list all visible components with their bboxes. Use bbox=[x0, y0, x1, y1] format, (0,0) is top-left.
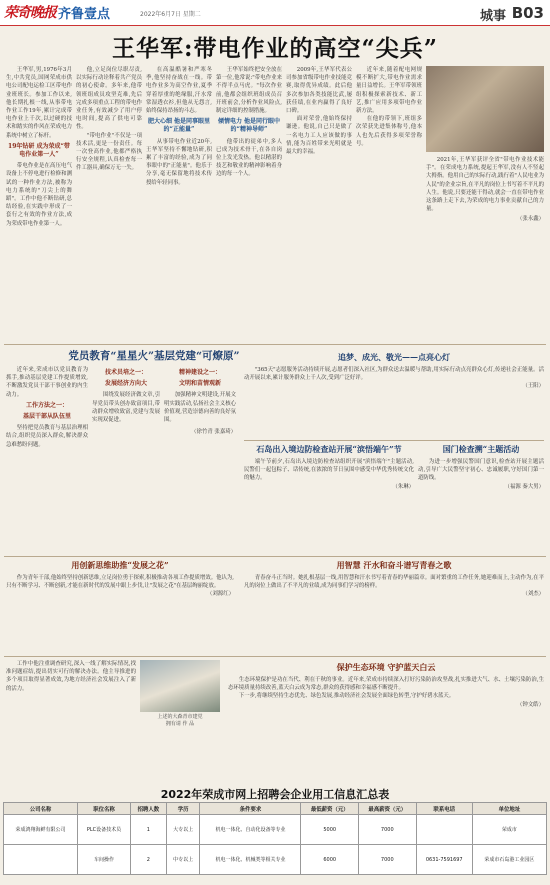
col-company: 公司名称 bbox=[4, 803, 78, 815]
story-photo bbox=[140, 660, 220, 712]
party-sub3: 精神建设之一： bbox=[178, 369, 221, 376]
cell-position: PLC设备技术员 bbox=[78, 815, 131, 845]
worker-photo bbox=[426, 66, 544, 152]
newspaper-logo bbox=[4, 2, 110, 22]
col-headcount: 招聘人数 bbox=[130, 803, 166, 815]
cell-company: 荣成鸿翔海鲜有限公司 bbox=[4, 815, 78, 845]
article-column-5: 2009年,王华军代表公司参加省级带电作业技能竞赛,取得优异成绩。此后他多次参加各类技能比武,屡获佳绩,在业内赢得了良好口碑。 面对荣誉,他始终保持谦逊。他说,自己只是做了一名电力工人应该做的事情,能为百姓带来光明就是最大的幸福。 bbox=[286, 67, 352, 156]
recruitment-table-title: 2022年荣成市网上招聘会企业用工信息汇总表 bbox=[160, 788, 390, 801]
cell-company bbox=[4, 845, 78, 875]
party-column-2: 技术员培之一： 发展经济方向大 围绕发展经济做文章,引导党员带头创办致富项目,带动群众增收致富,党建与发展实现双促进。 bbox=[92, 369, 160, 424]
story4-body: 为进一步增强民警国门意识,检查站开展主题活动,引导广大民警坚守初心、忠诚履职,守好国门第一道防线。 （福源 秦大男） bbox=[418, 459, 544, 490]
story6-body: 青春奋斗正当时。她扎根基层一线,用智慧和汗水书写着青春的华丽篇章。面对繁重的工作任务,她迎难而上,主动作为,在平凡的岗位上做出了不平凡的业绩,成为同事们学习的榜样。 （刘杰） bbox=[244, 575, 544, 598]
col-max-salary: 最高薪资（元） bbox=[359, 803, 417, 815]
party-credit: （徐竹青 张嘉琦） bbox=[191, 429, 236, 436]
col-requirements: 条件要求 bbox=[200, 803, 301, 815]
story7-title: 保护生态环境 守护蓝天白云 bbox=[336, 662, 436, 672]
story2-body: "365天"志愿服务活动持续开展,志愿者们深入社区,为群众送去温暖与帮助,用实际行动点亮群众心灯,传递社会正能量。活动开展以来,累计服务群众上千人次,受到广泛好评。 （王阳） bbox=[244, 367, 544, 390]
story-divider bbox=[244, 440, 544, 441]
subhead-1: 19年钻研 成为荣成“带电作业第一人” bbox=[8, 142, 70, 159]
section-divider-3 bbox=[4, 656, 546, 657]
story4-credit: （福源 秦大男） bbox=[504, 483, 544, 490]
cell-address: 荣成市石岛港工业园区 bbox=[472, 845, 546, 875]
article-column-7: 2021年,王华军获评全省"带电作业技术能手"。在荣成电力系统,提起王华军,没有人不竖起大拇指。他用自己的实际行动,践行着"人民电业为人民"的企业宗旨,在平凡的岗位上书写着不平凡的人生。他说,只要还能干得动,就会一直在带电作业这条路上走下去,为荣成的电力事业贡献自己的力量。 （张永鑫） bbox=[426, 157, 544, 223]
cell-headcount: 2 bbox=[130, 845, 166, 875]
article-column-3: 在高温酷暑和严寒冬季,他坚持奋战在一线。带电作业多为高空作业,夏季穿着厚重的绝缘服,汗水常常湿透衣衫,但他从无怨言,始终保持昂扬的斗志。 肥大心细 他是同事眼里的“正能量” 从事带电作业近20年,王华军坚持不懈地钻研,积累了丰富的经验,成为了同事眼中的"正能量"。他乐于分享,毫无保留地将技术传授给年轻同事。 bbox=[146, 67, 212, 186]
cell-education: 大专以上 bbox=[166, 815, 200, 845]
cell-requirements: 机电一体化、机械类等相关专业 bbox=[200, 845, 301, 875]
party-sub3b: 文明和苗情观新 bbox=[178, 380, 221, 388]
story5-continued: 工作中他注重调查研究,深入一线了解实际情况,找准问题症结,提出切实可行的解决办法。他主导推进的多个项目取得显著成效,为地方经济社会发展注入了新的活力。 bbox=[6, 661, 136, 692]
story2-credit: （王阳） bbox=[522, 383, 544, 390]
page-number: B03 bbox=[511, 4, 544, 22]
story3-title: 石岛出入境边防检查站开展“滨悟端午”节 bbox=[256, 444, 402, 454]
caption-line-1: 上述的大森青市建党 bbox=[157, 714, 203, 720]
story7-credit: （钟文皓） bbox=[517, 701, 544, 708]
cell-education: 中专以上 bbox=[166, 845, 200, 875]
party-column-1: 近年来,荣成市以党员教育为抓手,推动基层党建工作提质增效,不断激发党员干部干事创业的内生动力。 工作方法之一： 基层干部从队伍里 坚持把党员教育与基层治理相结合,组织党员深入群众,解决群众急难愁盼问题。 bbox=[6, 367, 88, 448]
cell-headcount: 1 bbox=[130, 815, 166, 845]
cell-phone: 0631-7591697 bbox=[416, 845, 472, 875]
article-column-2: 他,立足岗位尽职尽责,以实际行动诠释着共产党员的初心使命。多年来,他带领班组成员攻坚克难,先后完成多项重点工程的带电作业任务,有效减少了用户停电时间,提高了供电可靠性。 "带电作业"不仅是一项技术活,更是一份责任。每一次登高作业,他都严格执行安全规程,认真检查每一件工器具,确保万无一失。 bbox=[76, 67, 142, 172]
col-phone: 联系电话 bbox=[416, 803, 472, 815]
story2-title: 追梦、成光、敬光——点亮心灯 bbox=[338, 352, 450, 362]
article-column-6: 近年来,随着配电网规模不断扩大,带电作业需求量日益增长。王华军带领班组积极探索新技术、新工艺,推广应用多项带电作业新方法。 在他的带领下,班组多次荣获先进集体称号,他本人也先后获得多项荣誉称号。 bbox=[356, 67, 422, 147]
story5-credit: （刘源红） bbox=[207, 591, 234, 598]
story4-title: 国门检查溯“主题活动 bbox=[442, 444, 520, 454]
party-sub1b: 基层干部从队伍里 bbox=[22, 413, 71, 421]
party-story-title: 党员教育“星星火”基层党建“可燎原” bbox=[68, 350, 240, 362]
table-row bbox=[4, 845, 547, 875]
party-sub1: 工作方法之一： bbox=[25, 401, 68, 409]
logo-text-secondary: 齐鲁壹点 bbox=[58, 6, 111, 22]
section-divider bbox=[4, 344, 546, 345]
story6-credit: （刘杰） bbox=[522, 591, 544, 598]
story3-body: 端午节前夕,石岛出入境边防检查站组织开展"滨悟端午"主题活动,民警们一起包粽子、话传统,在浓浓的节日氛围中感受中华优秀传统文化的魅力。 （朱琳） bbox=[244, 459, 414, 490]
party-column-3: 精神建设之一： 文明和苗情观新 加强精神文明建设,开展文明实践活动,弘扬社会主义核心价值观,营造崇德向善的良好氛围。 （徐竹青 张嘉琦） bbox=[164, 369, 236, 436]
party-sub2b: 发展经济方向大 bbox=[104, 380, 147, 388]
cell-position: 车间操作 bbox=[78, 845, 131, 875]
cell-max-salary: 7000 bbox=[359, 845, 417, 875]
col-position: 职位名称 bbox=[78, 803, 131, 815]
cell-max-salary: 7000 bbox=[359, 815, 417, 845]
logo-text-primary: 荣奇晚报 bbox=[4, 5, 56, 21]
article-column-1: 王华军,男,1976年3月生,中共党员,国网荣成市供电公司配电运检工区带电作业班班长。参加工作以来,他长期扎根一线,从事带电作业工作19年,累计完成带电作业上千次,以过硬的技术和踏实的作风在荣成电力系统中树立了标杆。 19年钻研 成为荣成“带电作业第一人” 带电作业是在高压电气设备上不停电进行检修和测试的一种作业方法,被称为电力系统的"刀尖上的舞蹈"。工作中他不断钻研,总结经验,在实践中形成了一套行之有效的作业方法,成为荣成带电作业第一人。 bbox=[6, 67, 72, 227]
photo-caption bbox=[140, 714, 220, 728]
article-column-4: 王华军始终把安全放在第一位,他常说:"带电作业来不得半点马虎。"每次作业前,他都会组织班组成员召开班前会,分析作业风险点,制定详细的控制措施。 倾情电力 他是同行眼中的“精神导师” 他带出的徒弟中,多人已成为技术骨干,在各自岗位上发光发热。他以精湛的技艺和敬业的精神影响着身边的每一个人。 bbox=[216, 67, 282, 178]
caption-line-2: 拥有请 作 品 bbox=[165, 721, 195, 727]
party-sub2: 技术员培之一： bbox=[104, 369, 147, 376]
cell-requirements: 机电一体化、自动化设备等专业 bbox=[200, 815, 301, 845]
subhead-3: 倾情电力 他是同行眼中的“精神导师” bbox=[217, 118, 281, 134]
story7-body: 生态环境保护是功在当代、利在千秋的事业。近年来,荣成市持续深入打好污染防治攻坚战,扎实推进大气、水、土壤污染防治,生态环境质量持续改善,蓝天白云成为常态,群众的获得感和幸福感不断提升。 下一步,将继续坚持生态优先、绿色发展,推动经济社会发展全面绿色转型,守护好碧水蓝天。 （钟文皓） bbox=[228, 677, 544, 708]
recruitment-table bbox=[3, 802, 547, 875]
story5-title: 用创新思维助推“发展之花” bbox=[71, 560, 169, 570]
cell-address: 荣成市 bbox=[472, 815, 546, 845]
article-credit: （张永鑫） bbox=[517, 216, 544, 223]
story6-title: 用智慧 汗水和奋斗谱写青春之歌 bbox=[336, 560, 452, 570]
cell-phone bbox=[416, 815, 472, 845]
section-name: 城事 bbox=[479, 9, 506, 24]
section-divider-2 bbox=[4, 556, 546, 557]
cell-min-salary: 5000 bbox=[301, 815, 359, 845]
col-address: 单位地址 bbox=[472, 803, 546, 815]
table-header-row bbox=[4, 803, 547, 815]
story5-body: 作为青年干部,他始终坚持创新思维,立足岗位勇于探索,积极推动各项工作提质增效。他认为,只有不断学习、不断创新,才能在新时代的发展中跟上步伐,让"发展之花"在基层绚丽绽放。 （刘源红） bbox=[6, 575, 234, 598]
col-education: 学历 bbox=[166, 803, 200, 815]
story3-credit: （朱琳） bbox=[392, 483, 414, 490]
table-row bbox=[4, 815, 547, 845]
masthead bbox=[0, 0, 550, 26]
col-min-salary: 最低薪资（元） bbox=[301, 803, 359, 815]
subhead-2: 肥大心细 他是同事眼里的“正能量” bbox=[147, 118, 211, 134]
issue-date: 2022年6月7日 星期二 bbox=[140, 11, 201, 18]
cell-min-salary: 6000 bbox=[301, 845, 359, 875]
page-headline: 王华军:带电作业的高空“尖兵” bbox=[112, 35, 438, 62]
